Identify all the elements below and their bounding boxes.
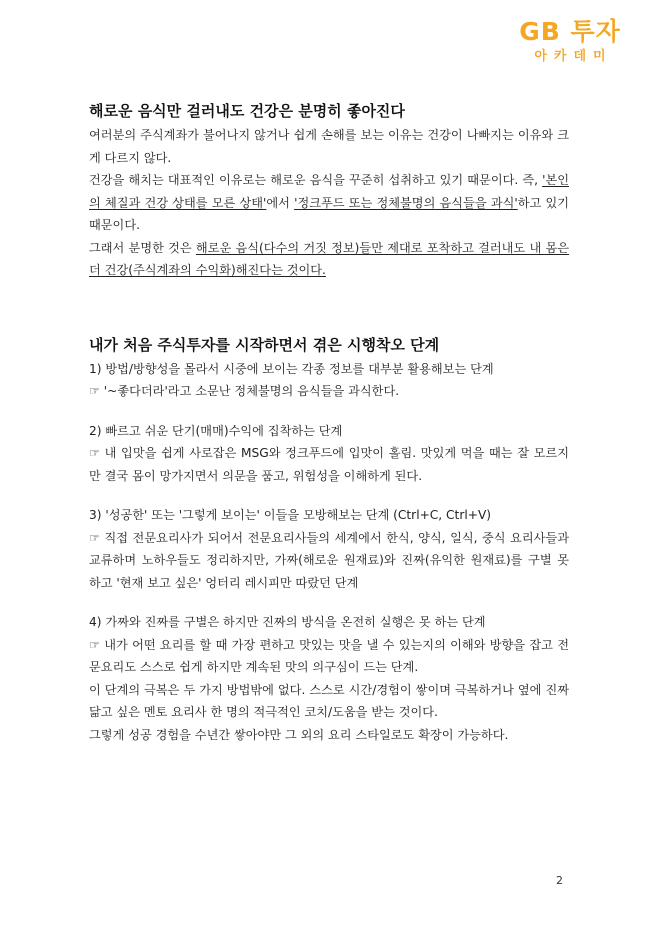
section1-p2-text-2: 에서: [266, 195, 295, 210]
section1-paragraph-3: [89, 237, 569, 282]
section1-paragraph-1: 여러분의 주식계좌가 불어나지 않거나 쉽게 손해를 보는 이유는 건강이 나빠지는 이유와 크게 다르지 않다.: [89, 128, 569, 165]
section1-p2-underlined-1: '본인의 체질과 건강 상태를 모른 상태': [89, 173, 569, 210]
section1-p2-text-1: 건강을 해치는 대표적인 이유로는 해로운 음식을 꾸준히 섭취하고 있기 때문이다. 즉,: [89, 173, 543, 187]
step4-extra: 이 단계의 극복은 두 가지 방법밖에 없다. 스스로 시간/경험이 쌓이며 극복하거나 옆에 진짜 닮고 싶은 멘토 요리사 한 명의 적극적인 코치/도움을 받는 것이다.: [89, 682, 569, 719]
step3-title: 3) '성공한' 또는 '그렇게 보이는' 이들을 모방해보는 단계 (Ctrl+C, Ctrl+V): [89, 508, 492, 522]
step3-body: ☞ 직접 전문요리사가 되어서 전문요리사들의 세계에서 한식, 양식, 일식, 중식 요리사들과 교류하며 노하우들도 정리하지만, 가짜(해로운 원재료)와 진짜(유익한 원재료)를 구별 못 하고 '현재 보고 싶은' 엉터리 레시피만 따랐던 단계: [89, 530, 569, 590]
document-body: [89, 100, 569, 746]
step1-body: ☞ '~좋다더라'라고 소문난 정체불명의 음식들을 과식한다.: [89, 384, 400, 398]
section-trial-and-error: [89, 334, 569, 747]
step2-body: ☞ 내 입맛을 쉽게 사로잡은 MSG와 정크푸드에 입맛이 홀림. 맛있게 먹을 때는 잘 모르지만 결국 몸이 망가지면서 의문을 품고, 위험성을 이해하게 된다.: [89, 446, 569, 483]
logo-title: GB 투자: [519, 17, 621, 46]
step-2: [89, 420, 569, 488]
section1-p2-text-3: 하고 있기 때문이다.: [89, 195, 570, 232]
step1-title: 1) 방법/방향성을 몰라서 시중에 보이는 각종 정보를 대부분 활용해보는 단계: [89, 361, 494, 376]
step2-title: 2) 빠르고 쉬운 단기(매매)수익에 집착하는 단계: [89, 423, 343, 438]
step4-title: 4) 가짜와 진짜를 구별은 하지만 진짜의 방식을 온전히 실행은 못 하는 단계: [89, 615, 486, 629]
section1-p2-underlined-2: '정크푸드 또는 정체불명의 음식들을 과식': [294, 195, 518, 210]
section-healthy-food: [89, 100, 569, 282]
step-4: [89, 611, 569, 746]
page-number: 2: [556, 874, 563, 887]
step-3: [89, 504, 569, 594]
section1-p3-text: 그래서 분명한 것은: [89, 240, 196, 255]
step-1: [89, 358, 569, 403]
logo-subtitle: 아카데미: [534, 49, 613, 64]
section1-p3-underlined: 해로운 음식(다수의 거짓 정보)들만 제대로 포착하고 걸러내도 내 몸은 더 건강(주식계좌의 수익화)해진다는 것이다.: [89, 240, 570, 277]
section1-paragraph-2: [89, 169, 569, 237]
closing-sentence: 그렇게 성공 경험을 수년간 쌓아야만 그 외의 요리 스타일로도 확장이 가능하다.: [89, 727, 509, 742]
section1-heading: 해로운 음식만 걸러내도 건강은 분명히 좋아진다: [89, 102, 405, 120]
step4-body: ☞ 내가 어떤 요리를 할 때 가장 편하고 맛있는 맛을 낼 수 있는지의 이해와 방향을 잡고 전문요리도 스스로 쉽게 하지만 계속된 맛의 의구심이 드는 단계.: [89, 637, 569, 674]
academy-logo: [510, 18, 630, 65]
section2-heading: 내가 처음 주식투자를 시작하면서 겪은 시행착오 단계: [89, 335, 440, 354]
